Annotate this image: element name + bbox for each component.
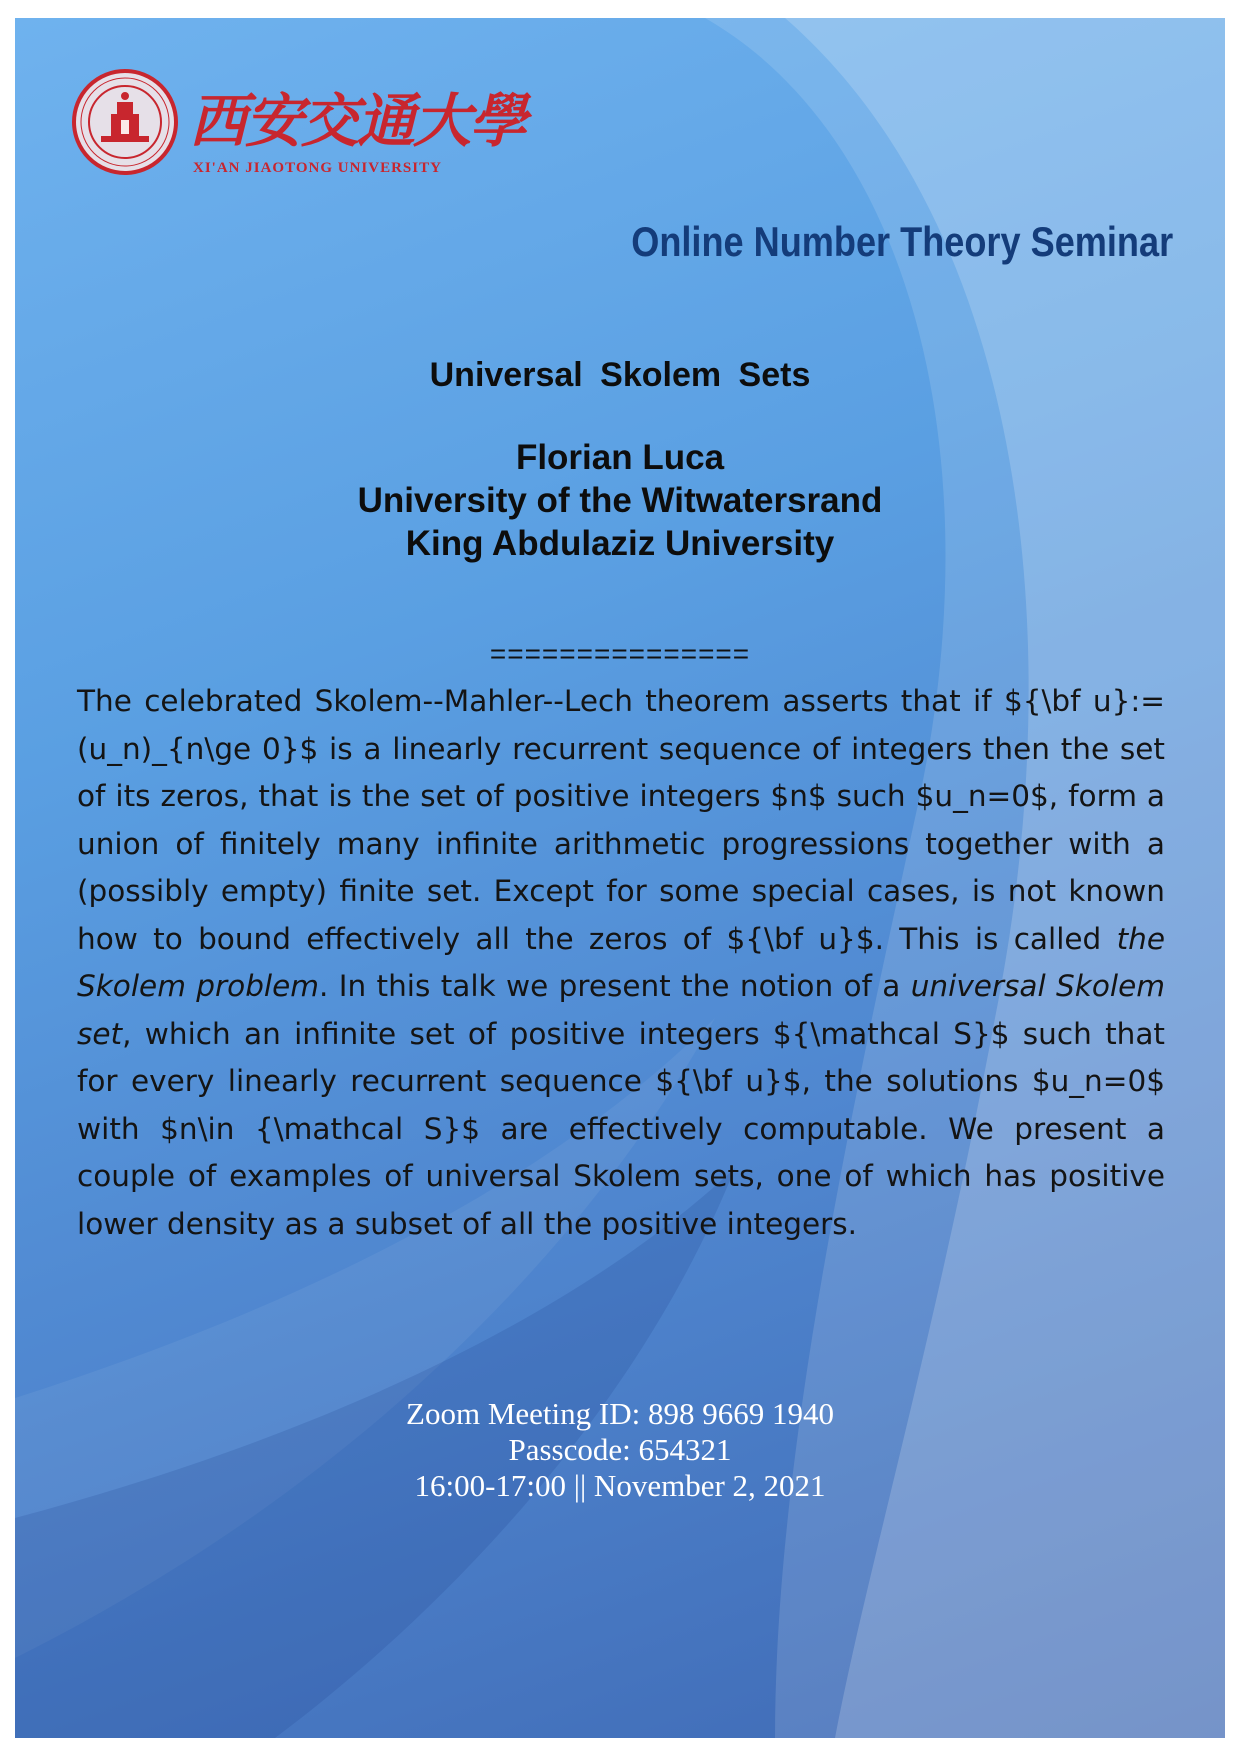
talk-title: Universal Skolem Sets	[429, 356, 811, 394]
university-seal-icon	[71, 68, 179, 176]
meeting-info	[15, 1396, 1225, 1504]
divider: ===============	[489, 638, 751, 669]
abstract-emphasis: universal Skolem set	[77, 969, 1166, 1051]
abstract-text: , which an infinite set of positive integers ${\mathcal S}$ such that for every linearly recurrent sequence ${\bf u}$, the solutions $u_n=0$ with $n\in {\mathcal S}$ are effectively computable. We present a couple of examples of universal Skolem sets, one of which has positive lower density as a subset of all the positive integers.	[77, 1016, 1165, 1241]
abstract-paragraph	[77, 678, 1165, 1248]
zoom-passcode: Passcode: 654321	[508, 1432, 732, 1467]
speaker-block	[15, 436, 1225, 565]
university-logo	[71, 68, 526, 198]
abstract	[77, 678, 1165, 1248]
speaker-affiliation: King Abdulaziz University	[405, 524, 835, 563]
meeting-datetime: 16:00-17:00 || November 2, 2021	[414, 1468, 826, 1503]
abstract-text: The celebrated Skolem--Mahler--Lech theorem asserts that if ${\bf u}:=(u_n)_{n\ge 0}$ is a linearly recurrent sequence of integers then the set of its zeros, that is the set of positive integers $n$ such $u_n=0$, form a union of finitely many infinite arithmetic progressions together with a (possibly empty) finite set. Except for some special cases, is not known how to bound effectively all the zeros of ${\bf u}$. This is called	[77, 684, 1165, 956]
abstract-emphasis: the Skolem problem	[77, 921, 1165, 1003]
abstract-text: . In this talk we present the notion of a	[319, 969, 911, 1003]
zoom-meeting-id: Zoom Meeting ID: 898 9669 1940	[406, 1396, 834, 1431]
university-name-chinese: 西安交通大學	[189, 87, 526, 155]
speaker-affiliation: University of the Witwatersrand	[357, 481, 883, 520]
university-name-english: XI'AN JIAOTONG UNIVERSITY	[193, 160, 442, 176]
speaker-name: Florian Luca	[515, 438, 725, 477]
seminar-series-title: Online Number Theory Seminar	[631, 218, 1173, 265]
seminar-poster	[15, 18, 1225, 1738]
